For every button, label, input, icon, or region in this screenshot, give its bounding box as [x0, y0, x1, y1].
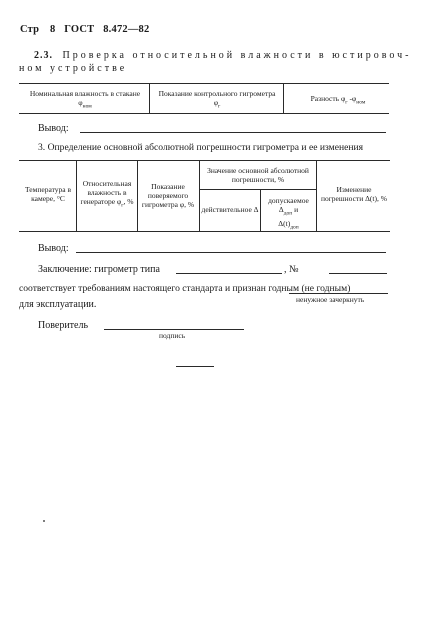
- table2-col-divider: [316, 160, 317, 231]
- table1-top-rule: [19, 83, 389, 84]
- standard-number: 8.472—82: [103, 24, 150, 35]
- closing-rule: [176, 366, 214, 367]
- table2-header-rel-humidity: Относительная влажность в генераторе $\varphi_г$, %: [80, 179, 134, 209]
- table2-top-rule: [19, 160, 390, 161]
- conclusion-label-2: Вывод:: [38, 243, 69, 254]
- verdict-label: Заключение: гигрометр типа: [38, 264, 160, 275]
- table2-header-error-group: Значение основной абсолютной погрешности, %: [207, 166, 309, 184]
- table2-header-actual: действительное Δ: [201, 205, 259, 214]
- table1-header-nominal: Номинальная влажность в стакане $\varphi_{ном}$: [29, 89, 141, 110]
- scan-speck: [43, 520, 45, 522]
- signature-line: [104, 329, 244, 330]
- section-title-line1: Проверка относительной влажности в юстировоч-: [62, 50, 412, 61]
- section-title-line2: ном устройстве: [19, 63, 128, 74]
- section-number: 2.3.: [34, 50, 53, 61]
- strike-note: ненужное зачеркнуть: [296, 295, 365, 304]
- signature-caption: подпись: [159, 331, 186, 340]
- table1-header-control: Показание контрольного гигрометра $\varphi_г$: [158, 89, 276, 110]
- table2-header-error-change: Изменение погрешности Δ(t), %: [320, 185, 388, 203]
- table1-col-divider: [149, 83, 150, 113]
- conclusion-label: Вывод:: [38, 123, 69, 134]
- number-line: [329, 273, 387, 274]
- table2-header-temperature: Температура в камере, °С: [24, 185, 72, 203]
- conclusion-line-2: [76, 252, 386, 253]
- conclusion-line: [80, 132, 386, 133]
- table2-col-divider: [199, 160, 200, 231]
- table2-header-allowed: допускаемое $\Delta_{доп}$ и $\Delta(t)_{доп}$: [268, 196, 309, 230]
- page-number: 8: [50, 24, 56, 35]
- table1-col-divider: [283, 83, 284, 113]
- conformity-statement: соответствует требованиям настоящего стандарта и признан годным (не годным): [19, 283, 351, 294]
- table2-header-rule: [19, 231, 390, 232]
- table2-col-divider: [137, 160, 138, 231]
- table2-header-reading: Показание поверяемого гигрометра φ, %: [141, 182, 195, 209]
- section-2-3-title: [34, 50, 411, 61]
- standard-label: ГОСТ: [64, 24, 95, 35]
- table1-header-rule: [19, 113, 389, 114]
- section-3-title: 3. Определение основной абсолютной погрешности гигрометра и ее изменения: [38, 142, 364, 153]
- type-line: [176, 273, 282, 274]
- table1-header-difference: Разность $\varphi_г$ $-\varphi_{ном}$: [310, 94, 366, 106]
- verifier-label: Поверитель: [38, 320, 89, 331]
- usage-text: для эксплуатации.: [19, 299, 97, 310]
- number-label: , №: [284, 264, 299, 275]
- table2-group-rule: [199, 189, 316, 190]
- page-label: Стр: [20, 24, 40, 35]
- strike-line: [289, 293, 388, 294]
- page-header: [20, 24, 149, 35]
- table2-col-divider: [76, 160, 77, 231]
